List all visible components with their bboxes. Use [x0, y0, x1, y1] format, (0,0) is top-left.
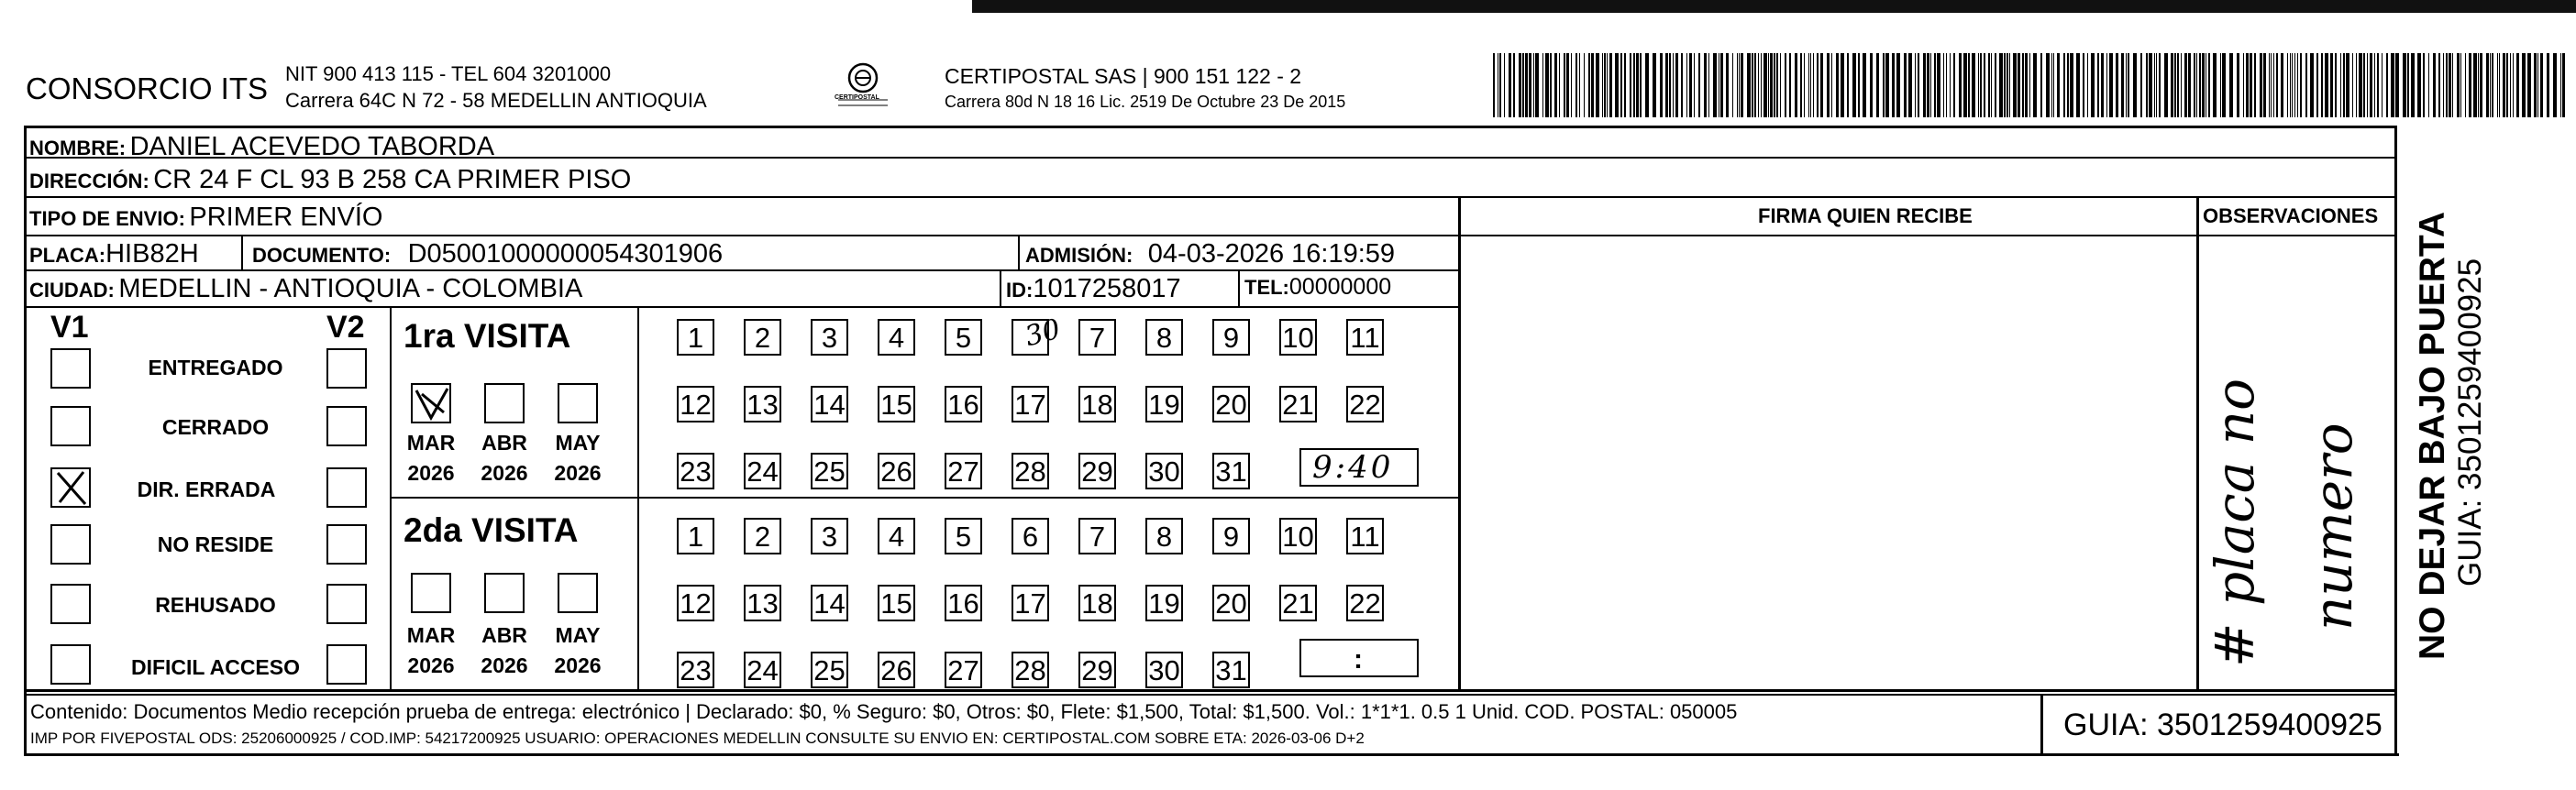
visita1-day-box[interactable]: 9: [1212, 319, 1250, 356]
visita1-day-box[interactable]: 26: [878, 453, 915, 489]
observaciones-handwritten-line1: # placa no: [2204, 378, 2266, 667]
observaciones-header: OBSERVACIONES: [2203, 204, 2379, 227]
visita1-day-box[interactable]: 18: [1078, 386, 1116, 422]
visita1-day-box[interactable]: 20: [1212, 386, 1250, 422]
grid-line: [1458, 196, 1461, 691]
v1-dificil-acceso-checkbox[interactable]: [50, 644, 91, 685]
grid-line: [1018, 235, 1020, 269]
visita2-title: 2da VISITA: [404, 511, 579, 549]
grid-line: [1238, 269, 1240, 306]
grid-line: [1000, 269, 1001, 306]
footer-line2: IMP POR FIVEPOSTAL ODS: 25206000925 / COD.IMP: 54217200925 USUARIO: OPERACIONES MEDELLIN CONSULTE SU ENVIO EN: CERTIPOSTAL.COM SOBRE ETA: 2026-03-06 D+2: [30, 730, 1365, 747]
placa-label: PLACA:: [29, 244, 106, 267]
visita1-year-mar: 2026: [407, 461, 455, 485]
visita2-day-box[interactable]: 26: [878, 652, 915, 688]
visita2-day-box[interactable]: 11: [1346, 518, 1384, 554]
visita1-day-box[interactable]: 21: [1279, 386, 1317, 422]
visita2-day-box[interactable]: 9: [1212, 518, 1250, 554]
v1-label: V1: [50, 310, 89, 345]
grid-line: [390, 306, 392, 691]
v2-cerrado-checkbox[interactable]: [326, 406, 367, 446]
visita2-day-box[interactable]: 1: [677, 518, 714, 554]
v1-entregado-checkbox[interactable]: [50, 348, 91, 389]
grid-line: [24, 269, 1459, 271]
visita1-may-checkbox[interactable]: [558, 383, 598, 423]
nombre-value: DANIEL ACEVEDO TABORDA: [129, 132, 495, 161]
visita2-day-box[interactable]: 17: [1012, 585, 1049, 621]
visita1-day-box[interactable]: 8: [1145, 319, 1183, 356]
visita2-day-box[interactable]: 24: [744, 652, 781, 688]
documento-value: D05001000000054301906: [407, 239, 724, 269]
v1-dir-errada-checkbox[interactable]: [50, 467, 91, 508]
visita2-day-box[interactable]: 14: [811, 585, 848, 621]
tipo-envio-value: PRIMER ENVÍO: [189, 203, 383, 232]
id-value: 1017258017: [1033, 274, 1181, 303]
visita2-day-box[interactable]: 28: [1012, 652, 1049, 688]
side-warning: NO DEJAR BAJO PUERTA: [2413, 211, 2452, 660]
grid-line: [2040, 694, 2043, 756]
visita1-day-box[interactable]: 7: [1078, 319, 1116, 356]
visita2-day-box[interactable]: 10: [1279, 518, 1317, 554]
status-entregado: ENTREGADO: [148, 356, 283, 379]
visita2-day-box[interactable]: 8: [1145, 518, 1183, 554]
visita2-day-box[interactable]: 30: [1145, 652, 1183, 688]
visita1-day-box[interactable]: 3: [811, 319, 848, 356]
visita1-day-box[interactable]: 27: [945, 453, 982, 489]
visita1-day-box[interactable]: 15: [878, 386, 915, 422]
company-line2: Carrera 64C N 72 - 58 MEDELLIN ANTIOQUIA: [285, 89, 707, 112]
visita2-day-box[interactable]: 29: [1078, 652, 1116, 688]
visita2-day-box[interactable]: 6: [1012, 518, 1049, 554]
visita1-day-box[interactable]: 16: [945, 386, 982, 422]
visita1-day-box[interactable]: 14: [811, 386, 848, 422]
visita2-day-box[interactable]: 20: [1212, 585, 1250, 621]
status-dificil-acceso: DIFICIL ACCESO: [130, 655, 300, 679]
footer-guia: GUIA: 3501259400925: [2063, 708, 2383, 742]
visita2-day-box[interactable]: 5: [945, 518, 982, 554]
firma-header: FIRMA QUIEN RECIBE: [1758, 204, 1973, 227]
visita1-day-box[interactable]: 29: [1078, 453, 1116, 489]
visita2-month-may: MAY: [555, 623, 601, 647]
status-cerrado: CERRADO: [161, 415, 270, 439]
grid-line: [24, 235, 2394, 236]
visita1-month-abr: ABR: [481, 431, 527, 455]
visita2-day-box[interactable]: 4: [878, 518, 915, 554]
v2-rehusado-checkbox[interactable]: [326, 584, 367, 624]
barcode: [1493, 53, 2576, 117]
company-line1: NIT 900 413 115 - TEL 604 3201000: [285, 62, 612, 85]
visita1-day-box[interactable]: 23: [677, 453, 714, 489]
grid-line: [2196, 196, 2199, 691]
id-label: ID:: [1006, 279, 1034, 302]
visita2-day-box[interactable]: 2: [744, 518, 781, 554]
visita1-handwritten-day: 30: [1022, 313, 1065, 354]
visita2-day-box[interactable]: 21: [1279, 585, 1317, 621]
visita1-day-box[interactable]: 10: [1279, 319, 1317, 356]
visita1-time-box[interactable]: [1299, 448, 1419, 487]
visita1-day-box[interactable]: 28: [1012, 453, 1049, 489]
visita2-may-checkbox[interactable]: [558, 573, 598, 613]
company-name: CONSORCIO ITS: [26, 71, 269, 105]
documento-label: DOCUMENTO:: [252, 244, 392, 267]
visita1-abr-checkbox[interactable]: [484, 383, 525, 423]
check-x-icon: [52, 469, 89, 506]
visita2-abr-checkbox[interactable]: [484, 573, 525, 613]
visita2-time-box[interactable]: [1299, 639, 1419, 677]
visita2-day-box[interactable]: 12: [677, 585, 714, 621]
visita1-year-may: 2026: [554, 461, 602, 485]
status-rehusado: REHUSADO: [155, 593, 276, 617]
visita2-day-box[interactable]: 22: [1346, 585, 1384, 621]
grid-line: [24, 126, 2394, 128]
visita2-day-box[interactable]: 16: [945, 585, 982, 621]
tel-value: 00000000: [1288, 274, 1392, 300]
visita1-month-mar: MAR: [406, 431, 456, 455]
grid-line: [24, 689, 2394, 692]
grid-line: [390, 497, 1459, 499]
ciudad-value: MEDELLIN - ANTIOQUIA - COLOMBIA: [118, 274, 583, 303]
status-dir-errada: DIR. ERRADA: [137, 477, 276, 501]
placa-value: HIB82H: [105, 239, 199, 269]
v2-no-reside-checkbox[interactable]: [326, 524, 367, 565]
grid-line: [637, 306, 639, 691]
visita1-handwritten-time: 9:40: [1312, 449, 1394, 486]
visita2-day-box[interactable]: 19: [1145, 585, 1183, 621]
visita1-day-box[interactable]: 13: [744, 386, 781, 422]
direccion-value: CR 24 F CL 93 B 258 CA PRIMER PISO: [153, 165, 632, 194]
visita1-day-box[interactable]: 17: [1012, 386, 1049, 422]
grid-line: [24, 126, 27, 694]
admision-value: 04-03-2026 16:19:59: [1147, 239, 1396, 269]
grid-line: [24, 694, 27, 755]
direccion-label: DIRECCIÓN:: [29, 170, 149, 192]
side-guia: GUIA: 3501259400925: [2452, 258, 2488, 587]
visita1-day-box[interactable]: 12: [677, 386, 714, 422]
v2-label: V2: [326, 310, 365, 345]
visita2-day-box[interactable]: 31: [1212, 652, 1250, 688]
visita1-day-box[interactable]: 4: [878, 319, 915, 356]
visita1-day-box[interactable]: 25: [811, 453, 848, 489]
grid-line: [2394, 694, 2397, 756]
grid-line: [24, 196, 2394, 198]
visita1-mar-checkbox[interactable]: [411, 383, 451, 423]
visita1-day-box[interactable]: 31: [1212, 453, 1250, 489]
status-no-reside: NO RESIDE: [157, 532, 274, 556]
check-x-icon: [413, 385, 449, 422]
observaciones-handwritten-line2: numero: [2302, 422, 2364, 631]
visita1-title: 1ra VISITA: [404, 317, 571, 355]
grid-line: [2394, 126, 2397, 694]
visita1-day-box[interactable]: 30: [1145, 453, 1183, 489]
v2-dificil-acceso-checkbox[interactable]: [326, 644, 367, 685]
nombre-label: NOMBRE:: [29, 137, 127, 159]
visita2-mar-checkbox[interactable]: [411, 573, 451, 613]
visita2-year-may: 2026: [554, 653, 602, 677]
visita1-day-box[interactable]: 5: [945, 319, 982, 356]
v1-rehusado-checkbox[interactable]: [50, 584, 91, 624]
grid-line: [241, 235, 243, 269]
visita2-day-box[interactable]: 15: [878, 585, 915, 621]
visita1-day-box[interactable]: 2: [744, 319, 781, 356]
top-edge-bar: [972, 0, 2576, 13]
logo-caption: CERTIPOSTAL: [835, 94, 879, 101]
visita1-day-box[interactable]: 24: [744, 453, 781, 489]
visita1-year-abr: 2026: [481, 461, 528, 485]
carrier-line2: Carrera 80d N 18 16 Lic. 2519 De Octubre 23 De 2015: [945, 93, 1346, 111]
visita2-month-mar: MAR: [406, 623, 456, 647]
visita1-day-box[interactable]: 22: [1346, 386, 1384, 422]
grid-line: [24, 306, 1459, 308]
visita2-day-box[interactable]: 23: [677, 652, 714, 688]
visita2-day-box[interactable]: 18: [1078, 585, 1116, 621]
visita2-month-abr: ABR: [481, 623, 527, 647]
v2-entregado-checkbox[interactable]: [326, 348, 367, 389]
visita2-day-box[interactable]: 25: [811, 652, 848, 688]
visita1-day-box[interactable]: 1: [677, 319, 714, 356]
visita1-day-box[interactable]: 11: [1346, 319, 1384, 356]
visita2-day-box[interactable]: 27: [945, 652, 982, 688]
footer-line1: Contenido: Documentos Medio recepción prueba de entrega: electrónico | Declarado: $0, % Seguro: $0, Otros: $0, Flete: $1,500, Total: $1,500. Vol.: 1*1*1. 0.5 1 Unid. COD. POSTAL: 050005: [30, 700, 1738, 723]
visita1-month-may: MAY: [555, 431, 601, 455]
ciudad-label: CIUDAD:: [29, 279, 115, 302]
v1-no-reside-checkbox[interactable]: [50, 524, 91, 565]
visita2-time-placeholder: :: [1354, 644, 1363, 675]
admision-label: ADMISIÓN:: [1025, 244, 1133, 267]
visita2-day-box[interactable]: 13: [744, 585, 781, 621]
visita2-day-box[interactable]: 3: [811, 518, 848, 554]
tel-label: TEL:: [1244, 276, 1289, 299]
visita2-year-abr: 2026: [481, 653, 528, 677]
tipo-envio-label: TIPO DE ENVIO:: [29, 207, 185, 230]
v2-dir-errada-checkbox[interactable]: [326, 467, 367, 508]
carrier-line1: CERTIPOSTAL SAS | 900 151 122 - 2: [945, 64, 1302, 88]
visita1-day-box[interactable]: 19: [1145, 386, 1183, 422]
visita2-day-box[interactable]: 7: [1078, 518, 1116, 554]
grid-line: [24, 694, 2394, 696]
v1-cerrado-checkbox[interactable]: [50, 406, 91, 446]
visita2-year-mar: 2026: [407, 653, 455, 677]
certipostal-logo: [827, 58, 899, 111]
